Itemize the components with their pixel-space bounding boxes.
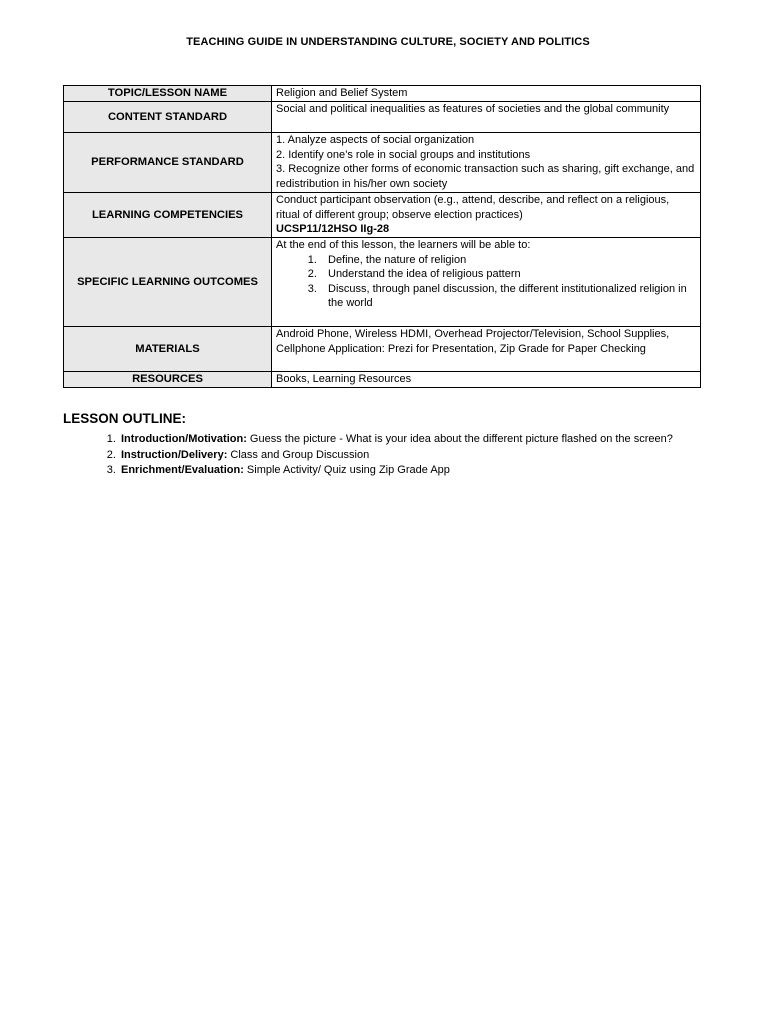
learning-competencies-label: LEARNING COMPETENCIES bbox=[64, 193, 272, 238]
performance-standard-label: PERFORMANCE STANDARD bbox=[64, 133, 272, 193]
learning-competencies-code: UCSP11/12HSO IIg-28 bbox=[276, 223, 390, 236]
outline-item-text: Class and Group Discussion bbox=[227, 448, 370, 461]
table-row-materials bbox=[64, 327, 701, 372]
table-row-specific-outcomes bbox=[64, 238, 701, 327]
table-row-performance-standard bbox=[64, 133, 701, 193]
resources-label: RESOURCES bbox=[64, 372, 272, 388]
table-row-topic bbox=[64, 86, 701, 102]
document-title: TEACHING GUIDE IN UNDERSTANDING CULTURE, SOCIETY AND POLITICS bbox=[186, 36, 590, 48]
specific-outcomes-label: SPECIFIC LEARNING OUTCOMES bbox=[64, 238, 272, 327]
learning-competencies-value bbox=[272, 193, 701, 238]
materials-label: MATERIALS bbox=[64, 327, 272, 372]
lesson-outline-list bbox=[63, 432, 768, 479]
learning-competencies-text: Conduct participant observation (e.g., attend, describe, and reflect on a religious, ritual of different group; observe election practices) bbox=[276, 194, 670, 221]
content-standard-label: CONTENT STANDARD bbox=[64, 102, 272, 133]
outline-item-title: Enrichment/Evaluation: bbox=[121, 464, 244, 477]
list-item bbox=[119, 448, 768, 464]
topic-value: Religion and Belief System bbox=[272, 86, 701, 102]
performance-standard-line-3: 3. Recognize other forms of economic transaction such as sharing, gift exchange, and redistribution in his/her own society bbox=[276, 163, 695, 190]
topic-label: TOPIC/LESSON NAME bbox=[64, 86, 272, 102]
outline-item-text: Simple Activity/ Quiz using Zip Grade App bbox=[243, 464, 450, 477]
specific-outcomes-intro: At the end of this lesson, the learners will be able to: bbox=[276, 239, 531, 251]
outline-item-title: Instruction/Delivery: bbox=[121, 448, 228, 461]
table-row-content-standard bbox=[64, 102, 701, 133]
performance-standard-value bbox=[272, 133, 701, 193]
list-item bbox=[119, 432, 768, 448]
outline-item-title: Introduction/Motivation: bbox=[121, 433, 247, 445]
list-item: 1. Define, the nature of religion bbox=[320, 253, 696, 268]
list-item: 2. Understand the idea of religious pattern bbox=[320, 267, 696, 282]
table-row-learning-competencies bbox=[64, 193, 701, 238]
outline-item-text: Guess the picture - What is your idea about the different picture flashed on the screen? bbox=[246, 433, 673, 445]
teaching-guide-table bbox=[63, 85, 701, 388]
materials-value: Android Phone, Wireless HDMI, Overhead Projector/Television, School Supplies, Cellphone Application: Prezi for Presentation, Zip Grade for Paper Checking bbox=[272, 327, 701, 372]
specific-outcomes-list bbox=[276, 253, 696, 311]
specific-outcomes-value bbox=[272, 238, 701, 327]
table-row-resources bbox=[64, 372, 701, 388]
resources-value: Books, Learning Resources bbox=[272, 372, 701, 388]
list-item bbox=[119, 463, 768, 479]
lesson-outline-heading: LESSON OUTLINE: bbox=[63, 411, 187, 426]
list-item: 3. Discuss, through panel discussion, the different institutionalized religion in the world bbox=[320, 282, 696, 311]
performance-standard-line-2: 2. Identify one’s role in social groups and institutions bbox=[276, 148, 531, 161]
performance-standard-line-1: 1. Analyze aspects of social organization bbox=[276, 134, 475, 146]
content-standard-value: Social and political inequalities as features of societies and the global community bbox=[272, 102, 701, 133]
